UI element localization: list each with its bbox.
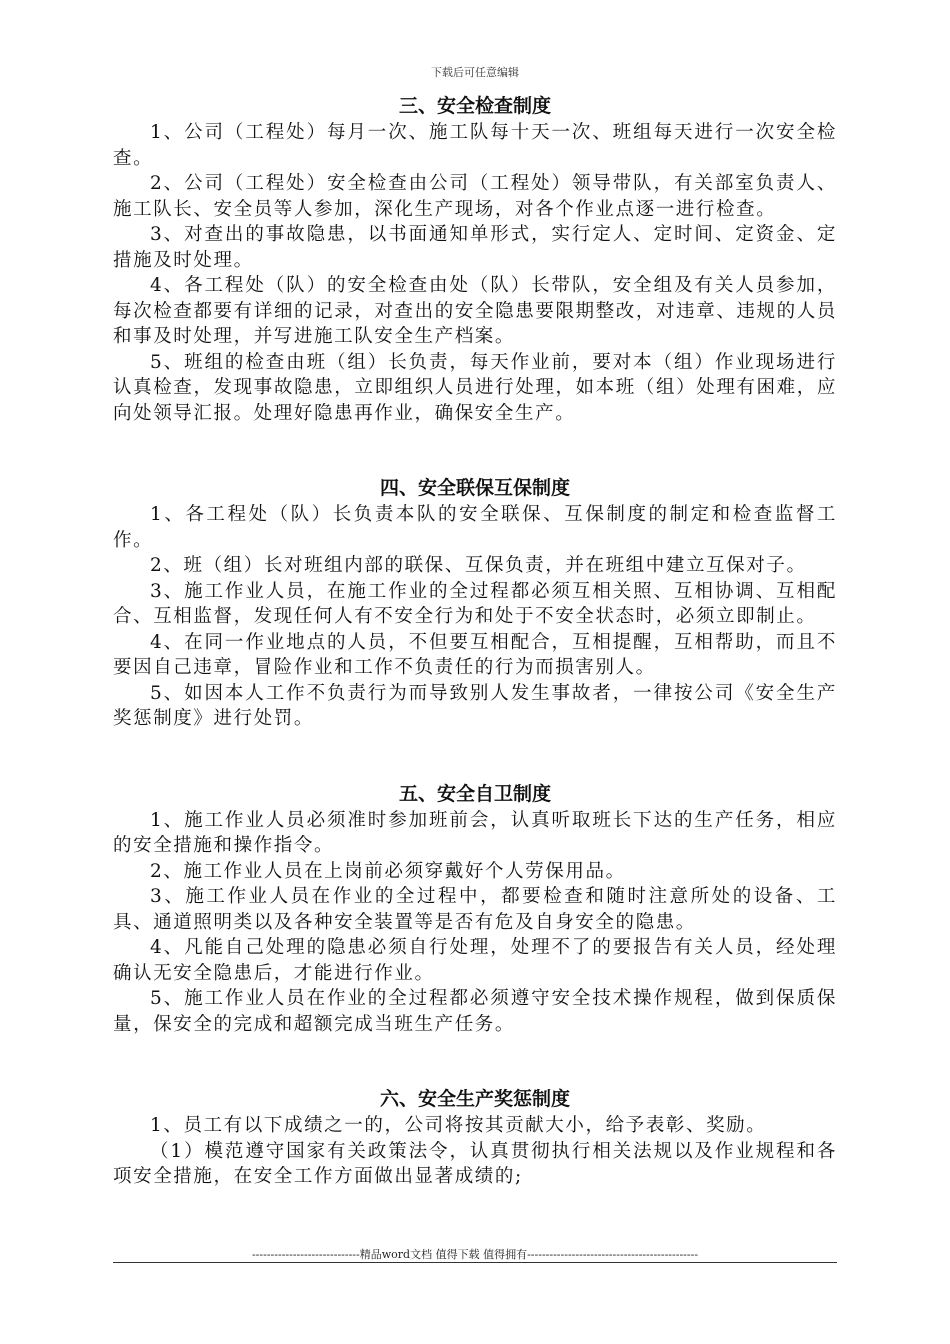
footer-divider [113, 1262, 837, 1263]
section-self-protection [113, 780, 837, 1038]
section-spacer [113, 1037, 837, 1085]
paragraph: （1）模范遵守国家有关政策法令，认真贯彻执行相关法规以及作业规程和各项安全措施，在安全工作方面做出显著成绩的; [113, 1140, 837, 1187]
footer-note: -----------------------------精品word文档 值得下载 值得拥有---------------------------------------------- [251, 1248, 699, 1261]
paragraph: 5、施工作业人员在作业的全过程都必须遵守安全技术操作规程，做到保质保量，保安全的完成和超额完成当班生产任务。 [113, 988, 837, 1035]
section-title: 六、安全生产奖惩制度 [379, 1088, 570, 1110]
section-title: 五、安全自卫制度 [398, 782, 551, 805]
paragraph: 4、在同一作业地点的人员，不但要互相配合，互相提醒，互相帮助，而且不要因自己违章，冒险作业和工作不负责任的行为而损害别人。 [113, 631, 837, 678]
paragraph: 4、各工程处（队）的安全检查由处（队）长带队，安全组及有关人员参加，每次检查都要有详细的记录，对查出的安全隐患要限期整改，对违章、违规的人员和事及时处理，并写进施工队安全生产档案。 [113, 275, 837, 347]
paragraph: 3、施工作业人员在作业的全过程中，都要检查和随时注意所处的设备、工具、通道照明类以及各种安全装置等是否有危及自身安全的隐患。 [113, 886, 837, 933]
paragraph: 3、对查出的事故隐患，以书面通知单形式，实行定人、定时间、定资金、定措施及时处理。 [113, 224, 837, 271]
document-body [113, 92, 837, 1190]
header-note: 下载后可任意编辑 [431, 66, 519, 79]
section-safety-inspection [113, 92, 837, 426]
section-title: 四、安全联保互保制度 [379, 477, 570, 499]
paragraph: 2、施工作业人员在上岗前必须穿戴好个人劳保用品。 [150, 860, 626, 882]
section-title: 三、安全检查制度 [398, 95, 551, 117]
paragraph: 3、施工作业人员，在施工作业的全过程都必须互相关照、互相协调、互相配合、互相监督，发现任何人有不安全行为和处于不安全状态时，必须立即制止。 [113, 580, 837, 627]
paragraph: 1、各工程处（队）长负责本队的安全联保、互保制度的制定和检查监督工作。 [113, 504, 837, 551]
paragraph: 5、班组的检查由班（组）长负责，每天作业前，要对本（组）作业现场进行认真检查，发现事故隐患，立即组织人员进行处理，如本班（组）处理有困难，应向处领导汇报。处理好隐患再作业，确保安全生产。 [113, 351, 837, 424]
paragraph: 4、凡能自己处理的隐患必须自行处理，处理不了的要报告有关人员，经处理确认无安全隐患后，才能进行作业。 [113, 937, 837, 984]
paragraph: 2、班（组）长对班组内部的联保、互保负责，并在班组中建立互保对子。 [150, 555, 807, 576]
paragraph: 1、公司（工程处）每月一次、施工队每十天一次、班组每天进行一次安全检查。 [113, 122, 837, 169]
paragraph: 1、施工作业人员必须准时参加班前会，认真听取班长下达的生产任务，相应的安全措施和操作指令。 [113, 809, 837, 856]
paragraph: 5、如因本人工作不负责行为而导致别人发生事故者，一律按公司《安全生产奖惩制度》进行处罚。 [113, 682, 837, 729]
section-spacer [113, 426, 837, 474]
paragraph: 1、员工有以下成绩之一的，公司将按其贡献大小，给予表彰、奖励。 [150, 1115, 767, 1136]
section-mutual-protection [113, 474, 837, 732]
section-rewards-penalties [113, 1085, 837, 1190]
section-spacer [113, 732, 837, 780]
paragraph: 2、公司（工程处）安全检查由公司（工程处）领导带队，有关部室负责人、施工队长、安全员等人参加，深化生产现场，对各个作业点逐一进行检查。 [113, 173, 837, 220]
